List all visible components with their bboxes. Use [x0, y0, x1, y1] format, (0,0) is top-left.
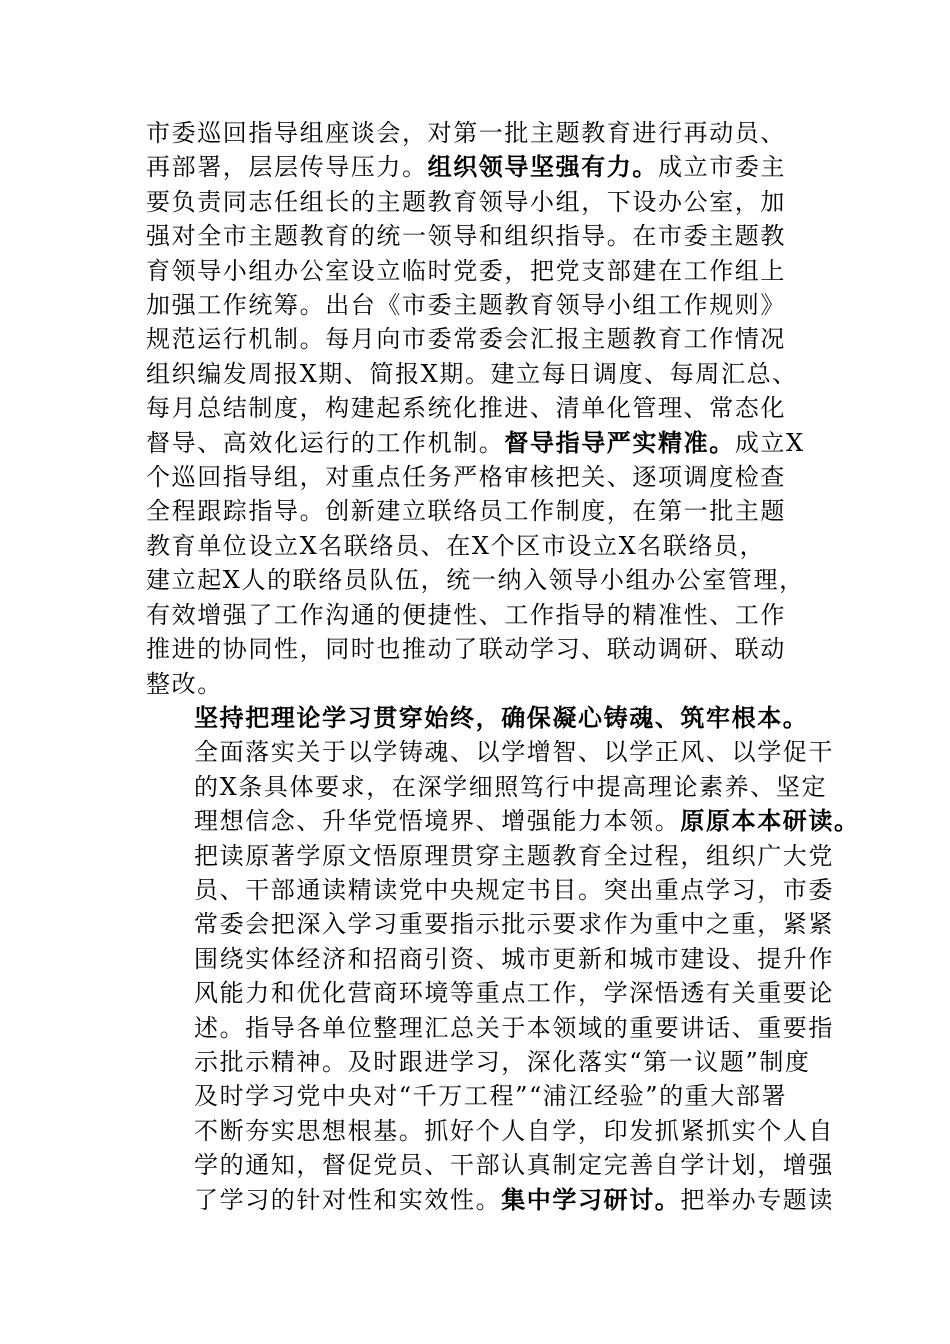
text-run: 整改。 — [146, 669, 223, 698]
text-run: 员、干部通读精读党中央规定书目。突出重点学习，市委 — [194, 875, 834, 904]
bold-heading-run: 集中学习研讨。 — [501, 1185, 681, 1214]
text-run: 每月总结制度，构建起系统化推进、清单化管理、常态化 — [146, 394, 786, 423]
text-line — [146, 839, 836, 873]
text-line — [146, 735, 836, 769]
text-run: 不断夯实思想根基。抓好个人自学，印发抓紧抓实个人自 — [194, 1116, 834, 1145]
text-run: 加强工作统筹。出台《市委主题教育领导小组工作规则》 — [146, 291, 786, 320]
text-line — [146, 873, 836, 907]
text-run: 成立X — [734, 428, 805, 457]
text-run: 督导、高效化运行的工作机制。 — [146, 428, 505, 457]
text-run: 把举办专题读 — [680, 1185, 835, 1214]
text-run: 常委会把深入学习重要指示批示要求作为重中之重，紧紧 — [194, 910, 834, 939]
bold-heading-run: 组织领导坚强有力。 — [427, 153, 659, 182]
text-line — [146, 1114, 836, 1148]
text-line — [146, 116, 836, 150]
text-line — [146, 150, 836, 184]
paragraph-1 — [146, 116, 836, 701]
text-run: 学的通知，督促党员、干部认真制定完善自学计划，增强 — [194, 1151, 834, 1180]
text-line — [146, 804, 860, 838]
text-run: 了学习的针对性和实效性。 — [194, 1185, 502, 1214]
text-run: 全面落实关于以学铸魂、以学增智、以学正风、以学促干 — [194, 738, 834, 767]
bold-heading-run: 坚持把理论学习贯穿始终，确保凝心铸魂、筑牢根本。 — [194, 703, 809, 732]
text-line — [146, 254, 836, 288]
text-line — [146, 185, 836, 219]
text-line — [146, 770, 836, 804]
text-line — [146, 529, 836, 563]
text-run: 述。指导各单位整理汇总关于本领域的重要讲话、重要指 — [194, 1013, 834, 1042]
text-run: 风能力和优化营商环境等重点工作，学深悟透有关重要论 — [194, 979, 834, 1008]
text-run: 强对全市主题教育的统一领导和组织指导。在市委主题教 — [146, 222, 786, 251]
text-line — [146, 598, 836, 632]
text-line — [146, 1183, 836, 1217]
text-line — [146, 563, 836, 597]
text-line — [146, 1045, 836, 1079]
text-line — [146, 391, 836, 425]
text-line — [146, 1148, 836, 1182]
text-line — [146, 632, 836, 666]
document-body — [146, 116, 860, 1217]
text-line — [146, 357, 836, 391]
text-run: 育领导小组办公室设立临时党委，把党支部建在工作组上 — [146, 256, 786, 285]
bold-heading-run: 原原本本研读。 — [680, 807, 860, 836]
text-line — [146, 288, 836, 322]
text-run: 规范运行机制。每月向市委常委会汇报主题教育工作情况 — [146, 325, 786, 354]
text-line — [146, 1079, 836, 1113]
text-line — [146, 907, 836, 941]
text-line — [146, 1011, 836, 1045]
text-run: 示批示精神。及时跟进学习，深化落实“第一议题”制度 — [194, 1047, 811, 1076]
text-line — [146, 976, 836, 1010]
text-run: 组织编发周报X期、简报X期。建立每日调度、每周汇总、 — [146, 359, 798, 388]
text-line — [146, 494, 836, 528]
text-run: 教育单位设立X名联络员、在X个区市设立X名联络员， — [146, 531, 766, 560]
text-run: 围绕实体经济和招商引资、城市更新和城市建设、提升作 — [194, 944, 834, 973]
text-run: 要负责同志任组长的主题教育领导小组，下设办公室，加 — [146, 187, 786, 216]
text-run: 全程跟踪指导。创新建立联络员工作制度，在第一批主题 — [146, 497, 786, 526]
text-line — [146, 701, 836, 735]
text-run: 把读原著学原文悟原理贯穿主题教育全过程，组织广大党 — [194, 841, 834, 870]
text-run: 成立市委主 — [658, 153, 787, 182]
paragraph-2 — [146, 701, 860, 1217]
text-run: 及时学习党中央对“千万工程”“浦江经验”的重大部署 — [194, 1082, 788, 1111]
text-run: 建立起X人的联络员队伍，统一纳入领导小组办公室管理， — [146, 566, 805, 595]
text-line — [146, 460, 836, 494]
text-line — [146, 426, 836, 460]
text-run: 再部署，层层传导压力。 — [146, 153, 428, 182]
text-run: 的X条具体要求，在深学细照笃行中提高理论素养、坚定 — [194, 772, 828, 801]
text-run: 有效增强了工作沟通的便捷性、工作指导的精准性、工作 — [146, 600, 786, 629]
text-run: 市委巡回指导组座谈会，对第一批主题教育进行再动员、 — [146, 119, 786, 147]
text-run: 理想信念、升华党悟境界、增强能力本领。 — [194, 807, 681, 836]
bold-heading-run: 督导指导严实精准。 — [504, 428, 735, 457]
text-line — [146, 667, 836, 701]
text-line — [146, 942, 836, 976]
text-run: 个巡回指导组，对重点任务严格审核把关、逐项调度检查 — [146, 463, 786, 492]
text-line — [146, 219, 836, 253]
text-run: 推进的协同性，同时也推动了联动学习、联动调研、联动 — [146, 635, 786, 664]
text-line — [146, 322, 836, 356]
